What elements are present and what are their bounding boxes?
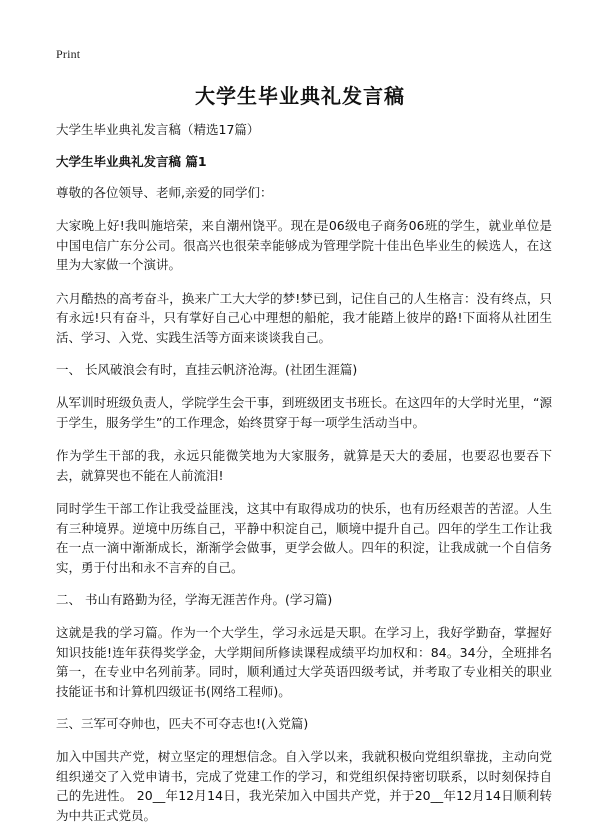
part2-paragraph-1: 这就是我的学习篇。作为一个大学生，学习永远是天职。在学习上，我好学勤奋，掌握好知识技能!连年获得奖学金，大学期间所修读课程成绩平均加权和：84。34分，全班排名第一，在专业中名列前茅。同时，顺利通过大学英语四级考试，并考取了专业相关的职业技能证书和计算机四级证书(网络工程师)。	[56, 625, 552, 699]
section-heading: 大学生毕业典礼发言稿 篇1	[56, 154, 207, 169]
part1-heading: 一、 长风破浪会有时，直挂云帆济沧海。(社团生涯篇)	[56, 362, 358, 377]
print-link[interactable]: Print	[56, 47, 81, 61]
paragraph-intro-1: 大家晚上好!我叫施培荣，来自潮州饶平。现在是06级电子商务06班的学生，就业单位是中国电信广东分公司。很高兴也很荣幸能够成为管理学院十佳出色毕业生的候选人，在这里为大家做一个演讲。	[56, 218, 552, 272]
document-subtitle: 大学生毕业典礼发言稿（精选17篇）	[56, 122, 260, 137]
part1-paragraph-2: 作为学生干部的我，永远只能微笑地为大家服务，就算是天大的委屈，也要忍也要吞下去，就算哭也不能在人前流泪!	[56, 448, 552, 483]
part1-paragraph-1: 从军训时班级负责人，学院学生会干事，到班级团支书班长。在这四年的大学时光里，“源于学生，服务学生”的工作理念，始终贯穿于每一项学生活动当中。	[56, 395, 552, 430]
part3-heading: 三、三军可夺帅也，匹夫不可夺志也!(入党篇)	[56, 716, 309, 731]
document-body	[56, 121, 552, 839]
document-title: 大学生毕业典礼发言稿	[195, 84, 405, 108]
part2-heading: 二、 书山有路勤为径，学海无涯苦作舟。(学习篇)	[56, 592, 333, 607]
greeting: 尊敬的各位领导、老师,亲爱的同学们：	[56, 185, 273, 200]
part1-paragraph-3: 同时学生干部工作让我受益匪浅，这其中有取得成功的快乐，也有历经艰苦的苦涩。人生有三种境界。逆境中历练自己，平静中积淀自己，顺境中提升自己。四年的学生工作让我在一点一滴中渐渐成长，渐渐学会做事，更学会做人。四年的积淀，让我成就一个自信务实，勇于付出和永不言弃的自己。	[56, 501, 552, 575]
paragraph-intro-2: 六月酷热的高考奋斗，换来广工大大学的梦!梦已到，记住自己的人生格言：没有终点，只有永远!只有奋斗，只有掌好自己心中理想的船舵，我才能踏上彼岸的路!下面将从社团生活、学习、入党、实践生活等方面来谈谈我自己。	[56, 290, 552, 345]
part3-paragraph-1: 加入中国共产党，树立坚定的理想信念。自入学以来，我就积极向党组织靠拢，主动向党组织递交了入党申请书，完成了党建工作的学习，和党组织保持密切联系，以时刻保持自己的先进性。 20__年12月14日，我光荣加入中国共产党，并于20__年12月14日顺利转为中共正式党员。	[56, 749, 552, 823]
